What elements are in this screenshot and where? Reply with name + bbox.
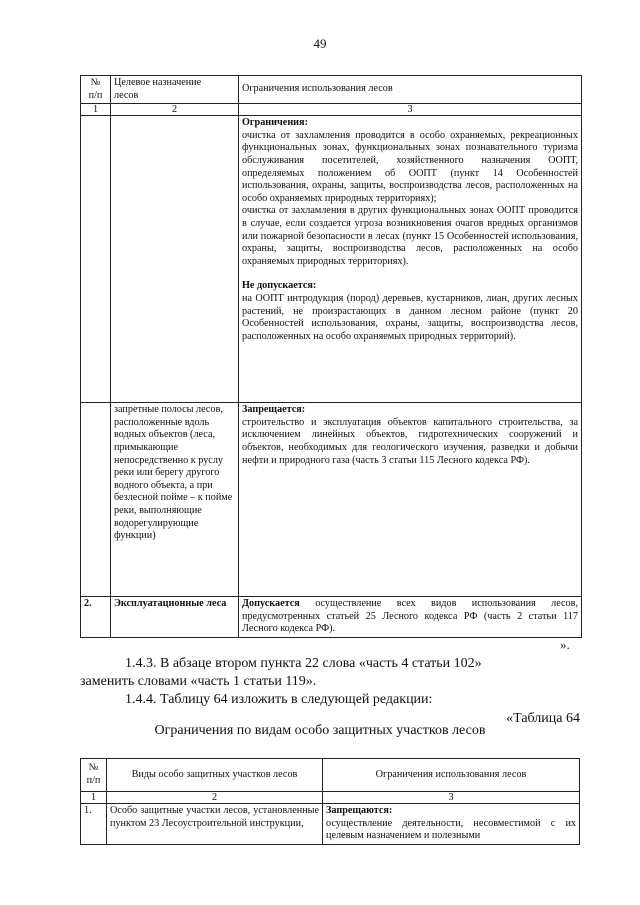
col-num-3: 3 [239,104,582,116]
row-limits-cell [239,597,582,638]
prohibited-text: строительство и эксплуатация объектов капитального строительства, за исключением линейных объектов, гидротехнических сооружений и объектов, необходимых для геологического изучения, разведки и добычи нефти и природного газа (часть 3 статьи 115 Лесного кодекса РФ). [242,416,578,466]
table-reference: «Таблица 64 [506,711,580,726]
column-number-row [81,104,582,116]
allowed-label: Допускается [242,598,300,610]
header-num: № п/п [81,759,107,792]
not-allowed-heading: Не допускается: [242,280,317,292]
table-row [81,116,582,403]
paragraph-1-4-4: 1.4.4. Таблицу 64 изложить в следующей редакции: [125,692,433,707]
header-limits: Ограничения использования лесов [323,759,580,792]
header-limits: Ограничения использования лесов [239,76,582,104]
row-num-cell: 1. [81,804,107,845]
allowed-text: осуществление всех видов использования лесов, предусмотренных статьей 25 Лесного кодекса РФ (часть 2 статьи 117 Лесного кодекса РФ). [242,598,578,635]
row-num-cell: 2. [81,597,111,638]
table-row [81,804,580,845]
prohibited-heading: Запрещаются: [326,805,393,816]
col-num-1: 1 [81,792,107,804]
table-row [81,403,582,597]
table-row [81,597,582,638]
restriction-text: очистка от захламления в других функциональных зонах ООПТ проводится в случае, если создается угроза возникновения очагов вредных организмов или пожарной безопасности в лесах (пункт 15 Особенностей использования, охраны, защиты, воспроизводства лесов, расположенных на особо охраняемых природных территориях). [242,205,578,267]
table-header-row [81,759,580,792]
row-purpose-cell: Эксплуатационные леса [111,597,239,638]
restrictions-heading: Ограничения: [242,117,308,129]
row-kinds-cell: Особо защитные участки лесов, установленные пунктом 23 Лесоустроительной инструкции, [107,804,323,845]
col-num-1: 1 [81,104,111,116]
row-purpose-cell: запретные полосы лесов, расположенные вдоль водных объектов (леса, примыкающие непосредственно к руслу реки или берегу другого водного объекта, а при безлесной пойме – к пойме реки, выполняющие водорегулирующие функции) [111,403,239,597]
header-purpose: Целевое назначение лесов [111,76,239,104]
row-limits-cell [323,804,580,845]
header-num: № п/п [81,76,111,104]
table-header-row [81,76,582,104]
paragraph-1-4-3: 1.4.3. В абзаце втором пункта 22 слова «часть 4 статьи 102» [125,656,482,671]
paragraph-1-4-3-cont: заменить словами «часть 1 статьи 119». [80,674,317,689]
forest-purpose-table [80,75,582,638]
table-title: Ограничения по видам особо защитных участков лесов [154,723,486,738]
row-limits-cell [239,116,582,403]
header-kinds: Виды особо защитных участков лесов [107,759,323,792]
row-num-cell [81,116,111,403]
col-num-2: 2 [111,104,239,116]
row-num-cell [81,403,111,597]
page-number: 49 [313,36,327,51]
column-number-row [81,792,580,804]
not-allowed-text: на ООПТ интродукция (пород) деревьев, кустарников, лиан, других лесных растений, не произрастающих в данном лесном районе (пункт 20 Особенностей использования, охраны, защиты, воспроизводства лесов, расположенных на особо охраняемых природных территорий). [242,292,578,342]
col-num-3: 3 [323,792,580,804]
prohibited-text: осуществление деятельности, несовместимой с их целевым назначением и полезными [326,817,576,842]
closing-quote: ». [560,637,570,652]
col-num-2: 2 [107,792,323,804]
row-purpose-cell [111,116,239,403]
row-limits-cell [239,403,582,597]
restriction-text: очистка от захламления проводится в особо охраняемых, рекреационных функциональных зонах, функциональных зонах познавательного туризма обслуживания посетителей, хозяйственного назначения ООПТ, определяемых положением об ООПТ (пункт 14 Особенностей использования, охраны, защиты, воспроизводства лесов, расположенных на особо охраняемых природных территориях); [242,129,578,204]
prohibited-heading: Запрещается: [242,404,306,416]
protective-sites-table [80,758,580,845]
